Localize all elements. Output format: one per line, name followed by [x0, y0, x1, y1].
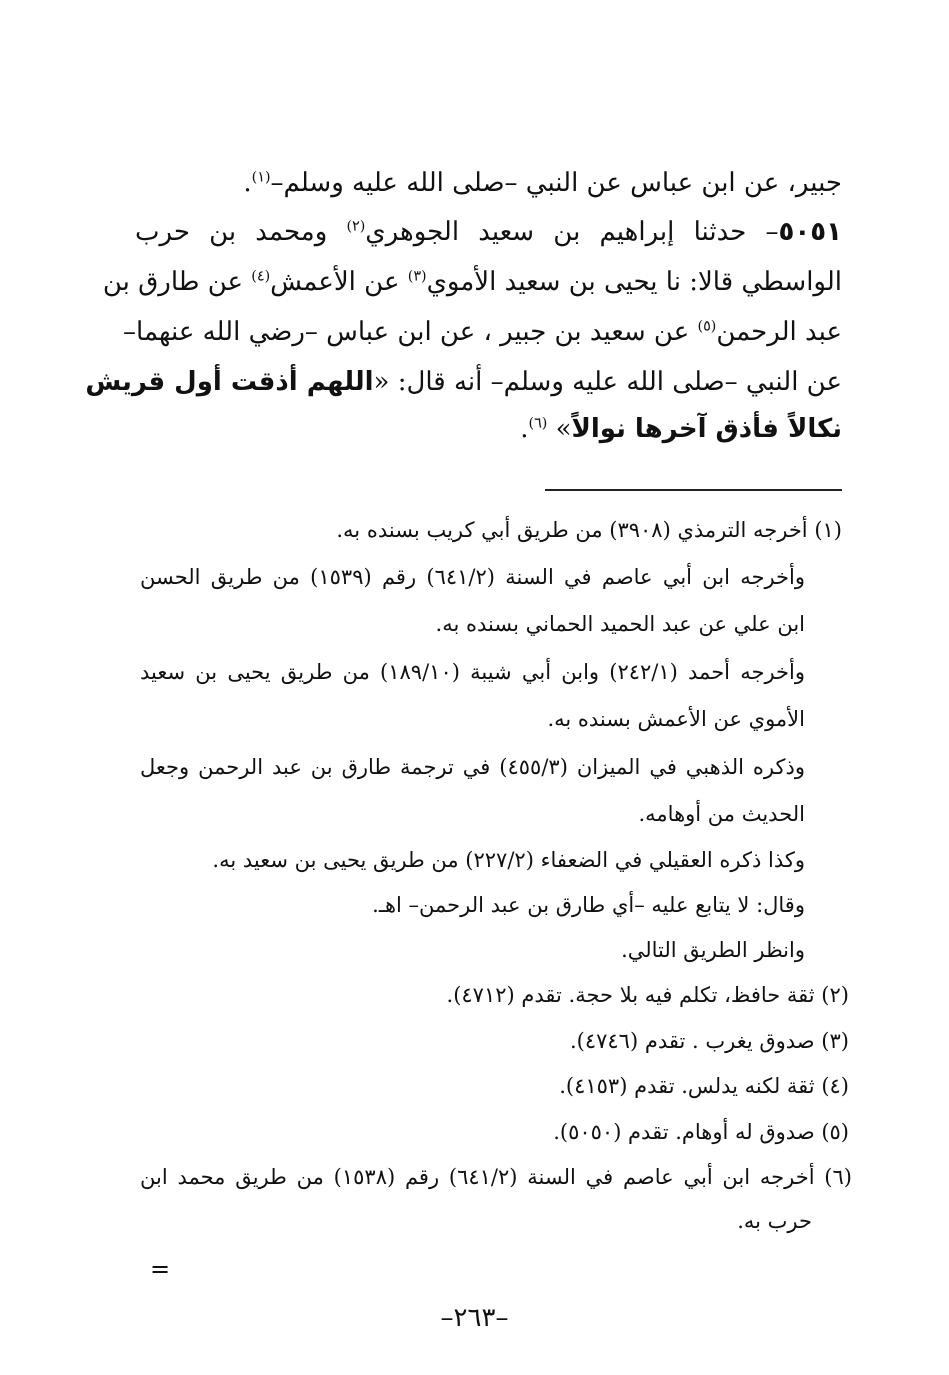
footnote-1-para-b-line-2: الأموي عن الأعمش بسنده به. [547, 707, 805, 731]
footnote-1-para-a-line-2: ابن علي عن عبد الحميد الحماني بسنده به. [435, 612, 805, 636]
footnote-1-para-a-line-1: وأخرجه ابن أبي عاصم في السنة (٦٤١/٢) رقم (١٥٣٩) من طريق الحسن [140, 565, 805, 589]
main-text-line-3: الواسطي قالا: نا يحيى بن سعيد الأموي$^{(٣)}$ عن الأعمش$^{(٤)}$ عن طارق بن [102, 267, 842, 297]
main-text-line-6: نكالاً فأذق آخرها نوالاً» $^{(٦)}$. [520, 414, 842, 444]
footnote-ref-5: (٥) [697, 318, 717, 335]
footnote-1-para-f: وانظر الطريق التالي. [621, 938, 805, 962]
footnote-1-para-c-line-1: وذكره الذهبي في الميزان (٤٥٥/٣) في ترجمة طارق بن عبد الرحمن وجعل [140, 755, 805, 779]
prophetic-quote-part-1: اللهم أذقت أول قريش [85, 367, 374, 397]
footnote-ref-3: (٣) [407, 268, 427, 285]
prophetic-quote-part-2: نكالاً فأذق آخرها نوالاً [571, 414, 842, 444]
footnote-separator [545, 489, 842, 491]
footnote-1: (١) أخرجه الترمذي (٣٩٠٨) من طريق أبي كريب بسنده به. [336, 518, 842, 542]
footnote-3: (٣) صدوق يغرب . تقدم (٤٧٤٦). [569, 1029, 849, 1053]
footnote-5: (٥) صدوق له أوهام. تقدم (٥٠٥٠). [553, 1120, 849, 1144]
page-number: –٢٦٣– [440, 1303, 509, 1333]
hadith-number: ٥٠٥١ [778, 217, 842, 247]
footnote-ref-4: (٤) [251, 268, 271, 285]
main-text-line-5: عن النبي –صلى الله عليه وسلم– أنه قال: «اللهم أذقت أول قريش [85, 367, 842, 397]
footnote-ref-6: (٦) [528, 415, 548, 432]
main-text-line-4: عبد الرحمن$^{(٥)}$ عن سعيد بن جبير ، عن ابن عباس –رضي الله عنهما– [123, 317, 842, 347]
footnote-2: (٢) ثقة حافظ، تكلم فيه بلا حجة. تقدم (٤٧١٢). [446, 983, 849, 1007]
main-text-line-2: ٥٠٥١– حدثنا إبراهيم بن سعيد الجوهري$^{(٢)}$ ومحمد بن حرب [135, 217, 842, 247]
footnote-1-para-e: وقال: لا يتابع عليه –أي طارق بن عبد الرحمن– اهـ. [372, 893, 805, 917]
main-text-line-1: جبير، عن ابن عباس عن النبي –صلى الله عليه وسلم–$^{(١)}$. [243, 168, 842, 198]
footnote-1-para-c-line-2: الحديث من أوهامه. [638, 802, 805, 826]
footnote-6-line-1: (٦) أخرجه ابن أبي عاصم في السنة (٦٤١/٢) رقم (١٥٣٨) من طريق محمد ابن [140, 1165, 852, 1189]
footnote-1-para-b-line-1: وأخرجه أحمد (٢٤٢/١) وابن أبي شيبة (١٨٩/١٠) من طريق يحيى بن سعيد [140, 660, 805, 684]
footnote-ref-2: (٢) [346, 218, 366, 235]
footnote-4: (٤) ثقة لكنه يدلس. تقدم (٤١٥٣). [559, 1074, 849, 1098]
footnote-ref-1: (١) [251, 169, 271, 186]
footnote-6-line-2: حرب به. [737, 1209, 812, 1233]
footnote-1-para-d: وكذا ذكره العقيلي في الضعفاء (٢٢٧/٢) من طريق يحيى بن سعيد به. [212, 848, 805, 872]
continuation-mark: = [150, 1255, 171, 1283]
